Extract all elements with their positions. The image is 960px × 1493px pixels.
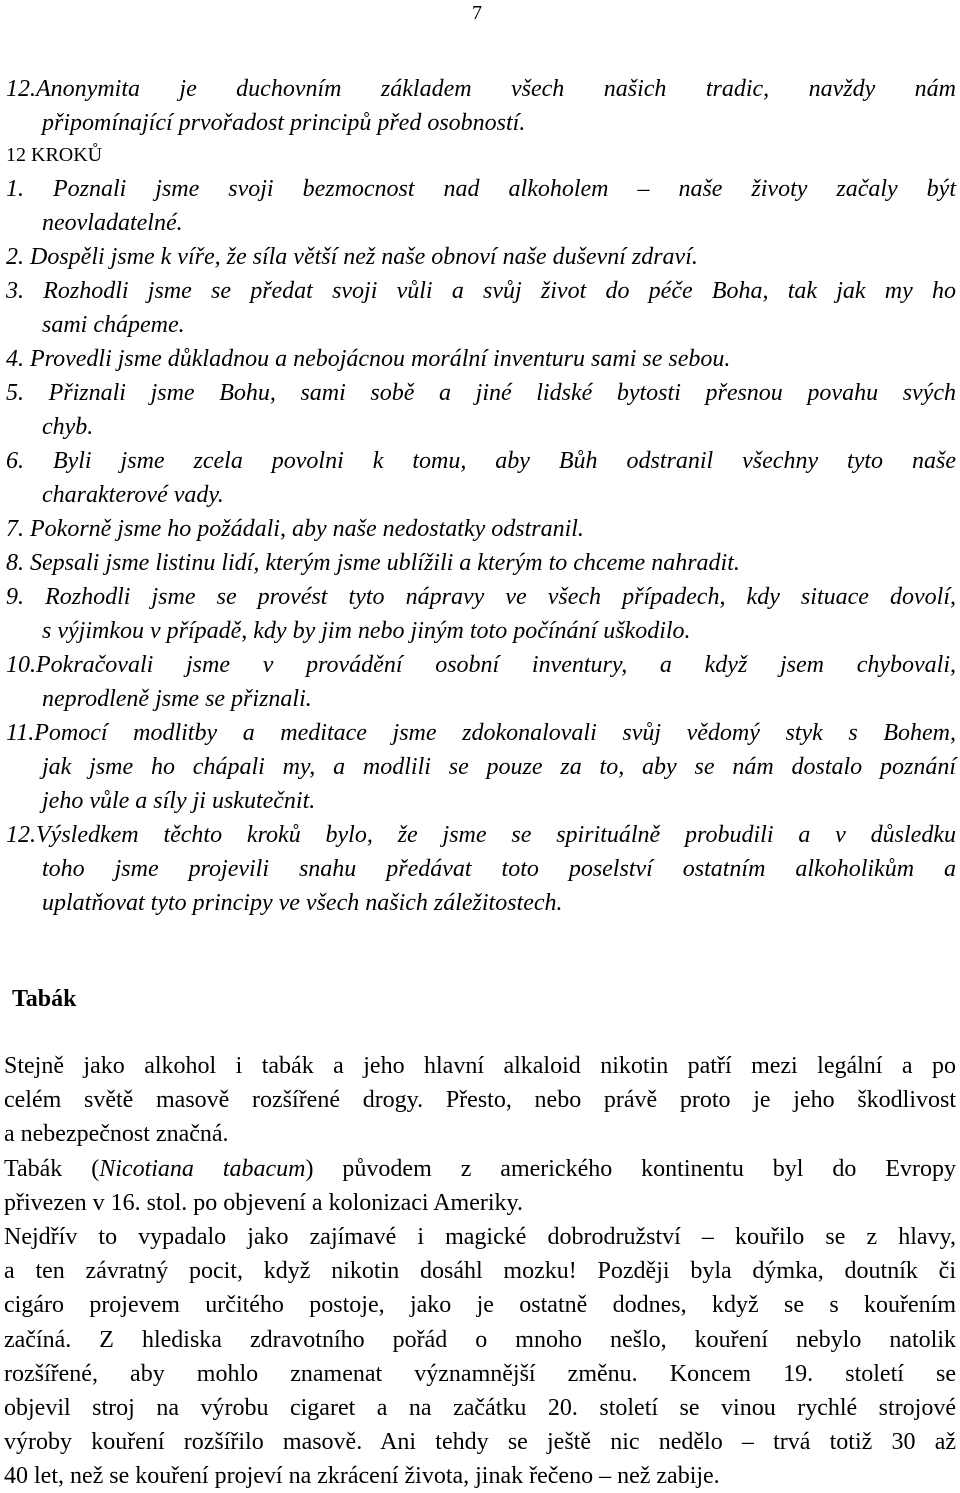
paragraph-text: ) původem z amerického kontinentu byl do Evropy: [305, 1155, 956, 1182]
step-line: uplatňovat tyto principy ve všech našich záležitostech.: [42, 890, 563, 916]
paragraph-line: a nebezpečnost značná.: [4, 1121, 229, 1148]
paragraph-line: celém světě masově rozšířené drogy. Přesto, nebo právě proto je jeho škodlivost: [4, 1087, 956, 1114]
step-line: 4. Provedli jsme důkladnou a nebojácnou morální inventuru sami se sebou.: [6, 346, 731, 372]
step-line: neprodleně jsme se přiznali.: [42, 686, 312, 712]
steps-text-block: [6, 72, 956, 920]
tradition-12-line-1: 12.Anonymita je duchovním základem všech našich tradic, navždy nám: [6, 76, 956, 102]
step-line: jeho vůle a síly ji uskutečnit.: [42, 788, 316, 814]
step-line: 2. Dospěli jsme k víře, že síla větší než naše obnoví naše duševní zdraví.: [6, 244, 698, 270]
latin-name: Nicotiana tabacum: [99, 1155, 306, 1182]
paragraph-line: Nejdřív to vypadalo jako zajímavé i magické dobrodružství – kouřilo se z hlavy,: [4, 1223, 956, 1250]
tradition-12-line-2: připomínající prvořadost principů před osobností.: [42, 110, 526, 136]
step-line: 7. Pokorně jsme ho požádali, aby naše nedostatky odstranil.: [6, 516, 584, 542]
step-line: 6. Byli jsme zcela povolni k tomu, aby Bůh odstranil všechny tyto naše: [6, 448, 956, 474]
paragraph-line: začíná. Z hlediska zdravotního pořád o mnoho nešlo, kouření nebylo natolik: [4, 1326, 956, 1353]
step-line: jak jsme ho chápali my, a modlili se pouze za to, aby se nám dostalo poznání: [42, 754, 956, 780]
page-number: 7: [472, 2, 482, 24]
step-line: 9. Rozhodli jsme se provést tyto nápravy ve všech případech, kdy situace dovolí,: [6, 584, 956, 610]
step-line: 12.Výsledkem těchto kroků bylo, že jsme se spirituálně probudili a v důsledku: [6, 822, 956, 848]
step-line: 3. Rozhodli jsme se předat svoji vůli a svůj život do péče Boha, tak jak my ho: [6, 278, 956, 304]
paragraph-line: rozšířené, aby mohlo znamenat významnější změnu. Koncem 19. století se: [4, 1360, 956, 1387]
paragraph-line: 40 let, než se kouření projeví na zkrácení života, jinak řečeno – než zabije.: [4, 1463, 720, 1490]
paragraph-line: a ten závratný pocit, když nikotin dosáhl mozku! Později byla dýmka, doutník či: [4, 1258, 956, 1285]
step-line: 1. Poznali jsme svoji bezmocnost nad alkoholem – naše životy začaly být: [6, 176, 956, 202]
paragraph-text: Tabák (: [4, 1155, 100, 1182]
tabak-body: [4, 1049, 956, 1493]
step-line: s výjimkou v případě, kdy by jim nebo jiným toto počínání uškodilo.: [42, 618, 691, 644]
step-line: 10.Pokračovali jsme v provádění osobní inventury, a když jsem chybovali,: [6, 652, 956, 678]
paragraph-line: cigáro projevem určitého postoje, jako je ostatně dodnes, když se s kouřením: [4, 1292, 956, 1319]
step-line: sami chápeme.: [42, 312, 185, 338]
paragraph-line: Stejně jako alkohol i tabák a jeho hlavní alkaloid nikotin patří mezi legální a po: [4, 1053, 956, 1079]
step-line: neovladatelné.: [42, 210, 183, 236]
paragraph-line: [4, 1152, 956, 1186]
step-line: toho jsme projevili snahu předávat toto poselství ostatním alkoholikům a: [42, 856, 956, 882]
step-line: 8. Sepsali jsme listinu lidí, kterým jsme ublížili a kterým to chceme nahradit.: [6, 550, 740, 576]
step-line: chyb.: [42, 414, 94, 440]
paragraph-line: přivezen v 16. stol. po objevení a kolonizaci Ameriky.: [4, 1189, 523, 1216]
step-line: 5. Přiznali jsme Bohu, sami sobě a jiné lidské bytosti přesnou povahu svých: [6, 380, 956, 406]
paragraph-line: objevil stroj na výrobu cigaret a na začátku 20. století se vinou rychlé strojové: [4, 1394, 956, 1421]
step-line: charakterové vady.: [42, 482, 224, 508]
steps-heading: 12 KROKŮ: [6, 144, 103, 166]
step-line: 11.Pomocí modlitby a meditace jsme zdokonalovali svůj vědomý styk s Bohem,: [6, 720, 956, 746]
paragraph-line: výroby kouření rozšířilo masově. Ani tehdy se ještě nic nedělo – trvá totiž 30 až: [4, 1429, 956, 1456]
section-title: Tabák: [12, 986, 77, 1012]
